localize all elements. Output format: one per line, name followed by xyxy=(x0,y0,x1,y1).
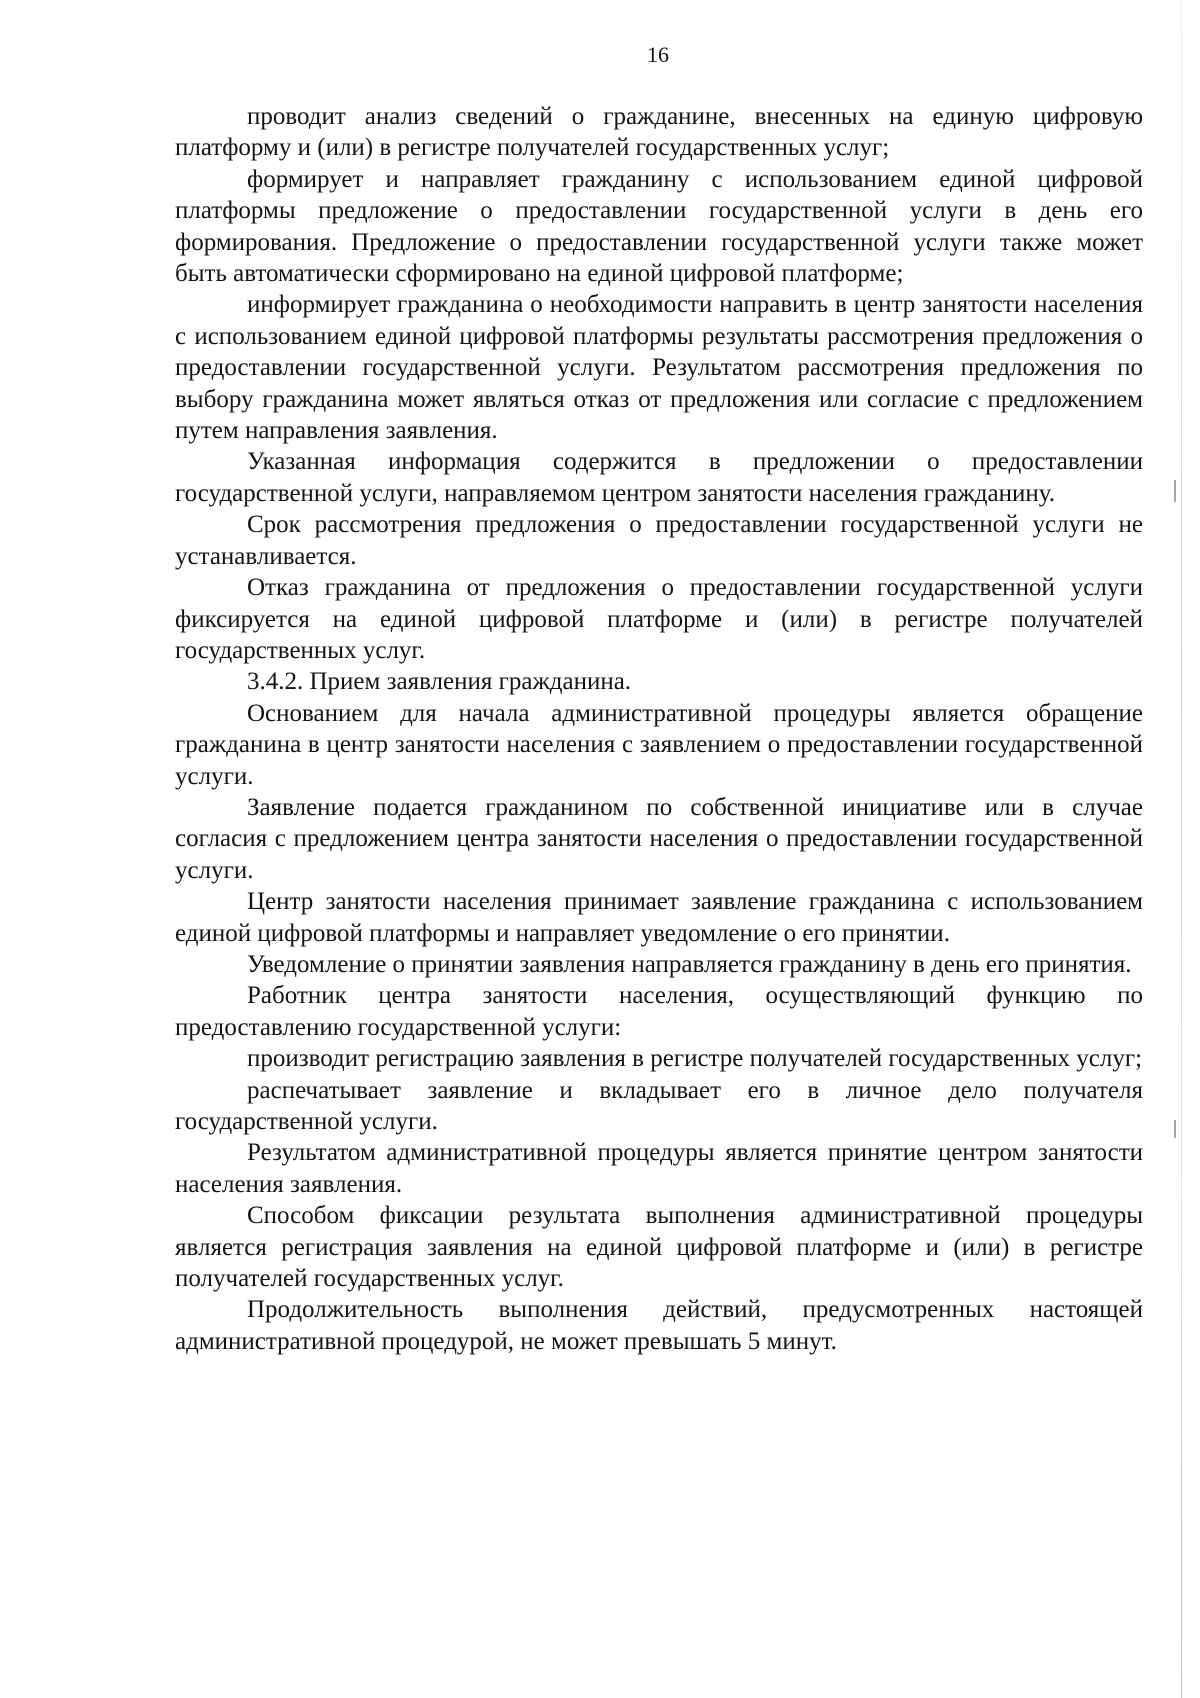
paragraph: Продолжительность выполнения действий, предусмотренных настоящей административной процедурой, не может превышать 5 минут. xyxy=(175,1296,1143,1355)
paragraph: Результатом административной процедуры является принятие центром занятости населения заявления. xyxy=(175,1139,1143,1198)
document-body xyxy=(175,101,1143,1357)
paragraph: Работник центра занятости населения, осуществляющий функцию по предоставлению государственной услуги: xyxy=(175,982,1143,1041)
paragraph: Отказ гражданина от предложения о предоставлении государственной услуги фиксируется на единой цифровой платформе и (или) в регистре получателей государственных услуг. xyxy=(175,574,1143,664)
section-heading: 3.4.2. Прием заявления гражданина. xyxy=(247,668,632,696)
scan-edge xyxy=(1181,0,1182,1698)
scan-mark xyxy=(1174,1120,1176,1138)
scan-mark xyxy=(1174,480,1176,502)
paragraph: Срок рассмотрения предложения о предоставлении государственной услуги не устанавливается. xyxy=(175,511,1143,570)
page-number: 16 xyxy=(647,42,669,67)
paragraph: Заявление подается гражданином по собственной инициативе или в случае согласия с предложением центра занятости населения о предоставлении государственной услуги. xyxy=(175,793,1143,884)
paragraph: формирует и направляет гражданину с использованием единой цифровой платформы предложение о предоставлении государственной услуги в день его формирования. Предложение о предоставлении государственной услуги также может быть автоматически сформировано на единой цифровой платформе; xyxy=(175,165,1143,288)
paragraph: Основанием для начала административной процедуры является обращение гражданина в центр занятости населения с заявлением о предоставлении государственной услуги. xyxy=(175,699,1143,790)
paragraph: проводит анализ сведений о гражданине, внесенных на единую цифровую платформу и (или) в регистре получателей государственных услуг; xyxy=(175,103,1143,162)
paragraph: Способом фиксации результата выполнения административной процедуры является регистрация заявления на единой цифровой платформе и (или) в регистре получателей государственных услуг. xyxy=(175,1202,1143,1293)
paragraph: Центр занятости населения принимает заявление гражданина с использованием единой цифровой платформы и направляет уведомление о его принятии. xyxy=(175,888,1143,947)
paragraph: Уведомление о принятии заявления направляется гражданину в день его принятия. xyxy=(247,950,1132,978)
paragraph: Указанная информация содержится в предложении о предоставлении государственной услуги, направляемом центром занятости населения гражданину. xyxy=(175,448,1143,507)
paragraph: распечатывает заявление и вкладывает его в личное дело получателя государственной услуги. xyxy=(175,1076,1143,1135)
paragraph: информирует гражданина о необходимости направить в центр занятости населения с использованием единой цифровой платформы результаты рассмотрения предложения о предоставлении государственной услуги. Результатом рассмотрения предложения по выбору гражданина может являться отказ от предложения или согласие с предложением путем направления заявления. xyxy=(175,291,1143,445)
paragraph: производит регистрацию заявления в регистре получателей государственных услуг; xyxy=(247,1045,1143,1073)
